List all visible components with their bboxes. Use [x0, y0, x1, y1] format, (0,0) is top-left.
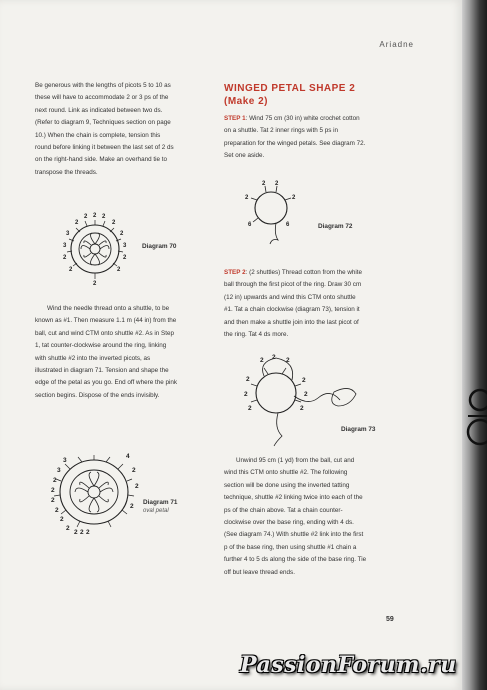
text-line: edge of the petal as you go. End off where the pink: [35, 379, 178, 387]
picot-number: 2: [117, 267, 121, 273]
text-line: and then make a shuttle join into the last picot of: [224, 318, 359, 326]
step2-label: STEP 2: [224, 269, 246, 276]
text-line: wind this CTM onto shuttle #2. The following: [224, 469, 348, 477]
picot-number: 2: [245, 195, 249, 201]
text-line: these will have to accommodate 2 or 3 ps of the: [35, 94, 169, 102]
step1-label: STEP 1: [224, 115, 246, 122]
picot-number: 2: [260, 357, 264, 364]
picot-number: 2: [123, 255, 127, 261]
diagram-70: [50, 205, 140, 285]
step1-paragraph: [224, 113, 404, 163]
text-line: Wind the needle thread onto a shuttle, to be: [47, 305, 170, 312]
text-line: (Refer to diagram 9, Techniques section on page: [35, 119, 171, 127]
picot-number: 2: [102, 214, 106, 220]
text-line: Be generous with the lengths of picots 5 to 10 as: [35, 82, 171, 89]
text-line: STEP 1: Wind 75 cm (30 in) white crochet cotton: [224, 115, 360, 122]
text-line: off but leave thread ends.: [224, 568, 295, 576]
intro-paragraph: [35, 80, 213, 179]
text-line: on a shuttle. Tat 2 inner rings with 5 ps in: [224, 127, 338, 135]
text-line: (12 in) upwards and wind this CTM onto shuttle: [224, 293, 356, 301]
diagram-72-label: Diagram 72: [318, 223, 353, 230]
picot-number: 3: [63, 243, 67, 249]
picot-number: 2: [130, 503, 134, 510]
diagram-71: [42, 450, 142, 540]
text-line: ball, cut and wind CTM onto shuttle #2. As in Step: [35, 329, 174, 337]
text-line: 10.) When the chain is complete, tension this: [35, 131, 161, 139]
picot-number: 2: [286, 357, 290, 364]
text-line: Set one aside.: [224, 152, 265, 160]
picot-number: 3: [66, 231, 70, 237]
title-subline: (Make 2): [224, 96, 269, 107]
text-line: known as #1. Then measure 1.1 m (44 in) from the: [35, 317, 177, 325]
diagram-73: [238, 348, 368, 448]
picot-number: 3: [123, 243, 127, 249]
picot-number: 2: [66, 525, 70, 532]
text-line: (See diagram 74.) With shuttle #2 link into the first: [224, 531, 364, 539]
picot-number: 2: [112, 220, 116, 226]
picot-number: 2: [248, 405, 252, 412]
unwind-paragraph: [224, 455, 404, 579]
picot-number: 3: [57, 467, 61, 474]
picot-number: 2: [246, 376, 250, 383]
text-line: p of the base ring, then using shuttle #1 chain a: [224, 543, 357, 551]
picot-number: 2: [304, 391, 308, 398]
picot-number: 2: [262, 181, 266, 187]
picot-number: 2: [302, 377, 306, 384]
section-title: [224, 82, 404, 108]
picot-number: 2: [75, 220, 79, 226]
text-line: transpose the threads.: [35, 168, 98, 176]
picot-number: 2: [86, 529, 90, 536]
picot-number: 2: [69, 267, 73, 273]
picot-number: 2: [135, 483, 139, 490]
picot-number: 2: [51, 487, 55, 494]
picot-number: 2: [63, 255, 67, 261]
picot-number: 6: [248, 222, 252, 228]
watermark: PassionForum.ru: [240, 652, 457, 678]
picot-number: 2: [60, 516, 64, 523]
picot-number: 2: [244, 391, 248, 398]
text-line: ball through the first picot of the ring. Draw 30 cm: [224, 281, 362, 289]
text-line: technique, shuttle #2 linking twice into each of the: [224, 494, 363, 502]
picot-number: 2: [93, 213, 97, 219]
text-line: on the right-hand side. Make an overhand tie to: [35, 156, 167, 164]
picot-number: 2: [51, 497, 55, 504]
picot-number: 2: [132, 467, 136, 474]
text-line: with shuttle #2 into the inverted picots, as: [35, 354, 151, 362]
picot-number: 2: [300, 405, 304, 412]
picot-number: 4: [126, 453, 130, 460]
diagram-71-label: Diagram 71: [143, 499, 178, 506]
text-line: round before linking it between the last set of 2 ds: [35, 144, 174, 152]
text-line: ps of the chain above. Tat a chain counter-: [224, 506, 343, 514]
needle-thread-paragraph: [35, 303, 213, 402]
picot-number: 2: [74, 529, 78, 536]
picot-number: 2: [80, 529, 84, 536]
step2-paragraph: [224, 267, 404, 341]
text-line: clockwise over the base ring, ending with 4 ds.: [224, 519, 354, 527]
picot-number: 2: [120, 231, 124, 237]
picot-number: 3: [63, 457, 67, 464]
text-line: section will be done using the inverted tatting: [224, 481, 350, 489]
diagram-71-caption: oval petal: [143, 508, 169, 514]
diagram-70-label: Diagram 70: [142, 243, 177, 250]
diagram-73-label: Diagram 73: [341, 426, 376, 433]
lace-fragment: [462, 370, 487, 460]
title-line: WINGED PETAL SHAPE 2: [224, 83, 356, 94]
picot-number: 2: [93, 281, 97, 287]
adjacent-page-edge: [462, 0, 487, 690]
text-line: STEP 2: (2 shuttles) Thread cotton from the white: [224, 269, 363, 276]
text-line: #1. Tat a chain clockwise (diagram 73), tension it: [224, 306, 360, 314]
picot-number: 2: [272, 354, 276, 361]
text-line: section begins. Dispose of the ends invisibly.: [35, 391, 160, 399]
text-line: illustrated in diagram 71. Tension and shape the: [35, 367, 169, 375]
picot-number: 2: [53, 477, 57, 484]
picot-number: 6: [286, 222, 290, 228]
running-head: Ariadne: [379, 40, 414, 49]
text-line: preparation for the winged petals. See diagram 72.: [224, 139, 366, 147]
picot-number: 2: [55, 507, 59, 514]
text-line: the ring. Tat 4 ds more.: [224, 331, 289, 339]
text-line: further 4 to 5 ds along the side of the base ring. Tie: [224, 556, 367, 564]
text-line: Unwind 95 cm (1 yd) from the ball, cut and: [236, 457, 355, 464]
picot-number: 2: [292, 195, 296, 201]
page-number: 59: [386, 616, 394, 623]
picot-number: 2: [275, 181, 279, 187]
text-line: 1, tat counter-clockwise around the ring, linking: [35, 342, 167, 350]
picot-number: 2: [84, 214, 88, 220]
diagram-72: [236, 178, 306, 248]
text-line: next round. Link as indicated between two ds.: [35, 106, 163, 114]
